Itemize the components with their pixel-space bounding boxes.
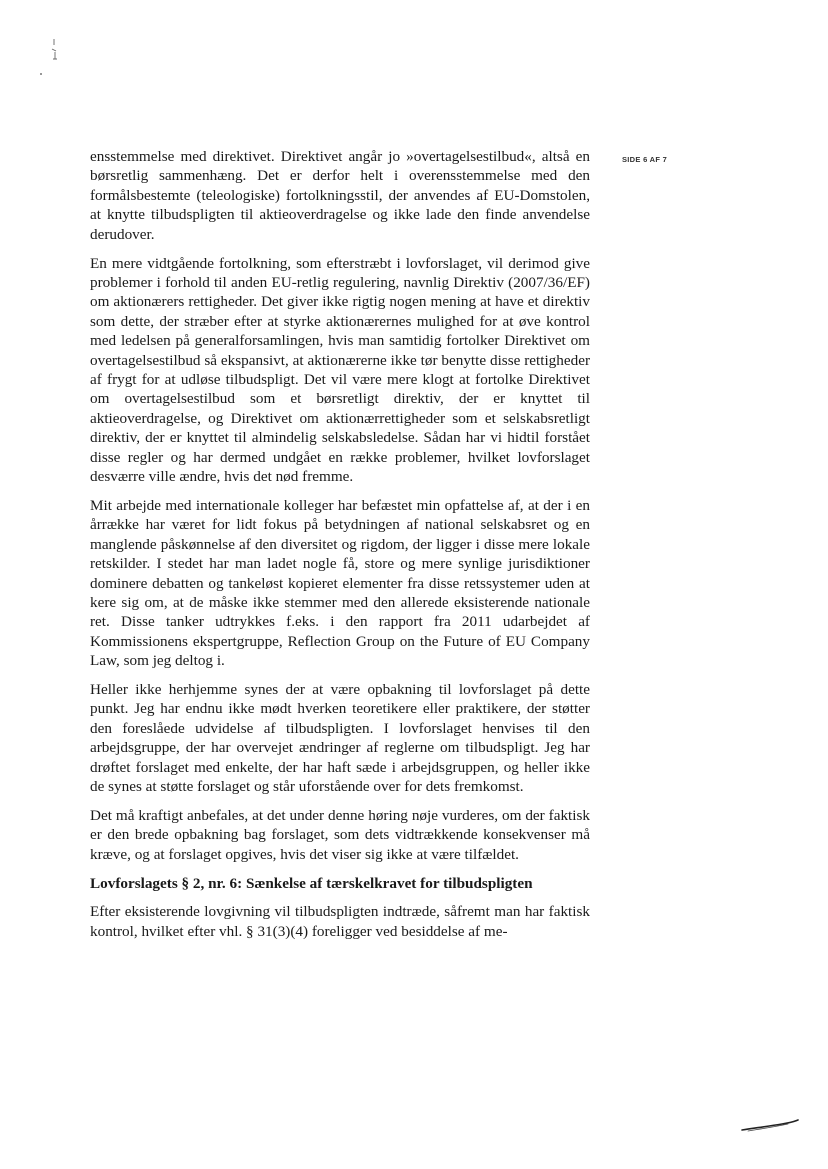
document-body (90, 147, 590, 950)
paragraph-3: Mit arbejde med internationale kolleger har befæstet min opfattelse af, at der i en årrække har været for lidt fokus på betydningen af national selskabsret og en manglende påskønnelse af den diversitet og rigdom, der ligger i disse mere lokale retskilder. I stedet har man ladet nogle få, store og mere synlige jurisdiktioner dominere debatten og tankeløst kopieret elementer fra disse retssystemer uden at kere sig om, at de måske ikke stemmer med den allerede eksisterende nationale ret. Disse tanker udtrykkes f.eks. i den rapport fra 2011 udarbejdet af Kommissionens ekspertgruppe, Reflection Group on the Future of EU Company Law, som jeg deltog i. (90, 496, 590, 670)
paragraph-5: Det må kraftigt anbefales, at det under denne høring nøje vurderes, om der faktisk er den brede opbakning bag forslaget, som dets vidtrækkende konsekvenser må kræve, og at forslaget opgives, hvis det viser sig ikke at være tilfældet. (90, 807, 590, 863)
paragraph-6: Efter eksisterende lovgivning vil tilbudspligten indtræde, såfremt man har faktisk kontrol, hvilket efter vhl. § 31(3)(4) foreligger ved besiddelse af me- (90, 903, 590, 940)
section-heading: Lovforslagets § 2, nr. 6: Sænkelse af tærskelkravet for tilbudspligten (90, 874, 533, 892)
paragraph-2: En mere vidtgående fortolkning, som efterstræbt i lovforslaget, vil derimod give problemer i forhold til anden EU-retlig regulering, navnlig Direktiv (2007/36/EF) om aktionærers rettigheder. Det giver ikke rigtig nogen mening at have et direktiv som dette, der stræber efter at styrke aktionærernes mulighed for at øve kontrol med ledelsen på generalforsamlingen, hvis man samtidig fortolker Direktivet om overtagelsestilbud så ekspansivt, at aktionærerne ikke tør benytte disse rettigheder af frygt for at udløse tilbudspligt. Det vil være mere klogt at fortolke Direktivet om overtagelsestilbud som et børsretligt direktiv, der er knyttet til aktieoverdragelse, og Direktivet om aktionærrettigheder som et selskabsretligt direktiv, der er knyttet til almindelig selskabsledelse. Sådan har vi hidtil forstået disse regler og har dermed undgået en række problemer, hvilket lovforslaget desværre ville ændre, hvis det nød fremme. (90, 254, 590, 485)
paragraph-1: ensstemmelse med direktivet. Direktivet angår jo »overtagelsestilbud«, altså en børsretlig sammenhæng. Det er derfor helt i overensstemmelse med den formålsbestemte (teleologiske) fortolkningsstil, der anvendes af EU-Domstolen, at knytte tilbudspligten til aktieoverdragelse og ikke lade den finde anvendelse derudover. (90, 148, 590, 243)
signature-stroke (740, 1112, 800, 1136)
paragraph-4: Heller ikke herhjemme synes der at være opbakning til lovforslaget på dette punkt. Jeg har endnu ikke mødt hverken teoretikere eller praktikere, der støtter den foreslåede udvidelse af tilbudspligten. I lovforslaget henvises til den arbejdsgruppe, der har overvejet ændringer af reglerne om tilbudspligt. Jeg har drøftet forslaget med enkelte, der har haft sæde i arbejdsgruppen, og heller ikke de synes at støtte forslaget og står uforstående over for dets fremkomst. (90, 681, 590, 796)
scan-dot (40, 73, 42, 75)
page-number: SIDE 6 AF 7 (622, 155, 668, 164)
scan-mark (51, 38, 59, 62)
